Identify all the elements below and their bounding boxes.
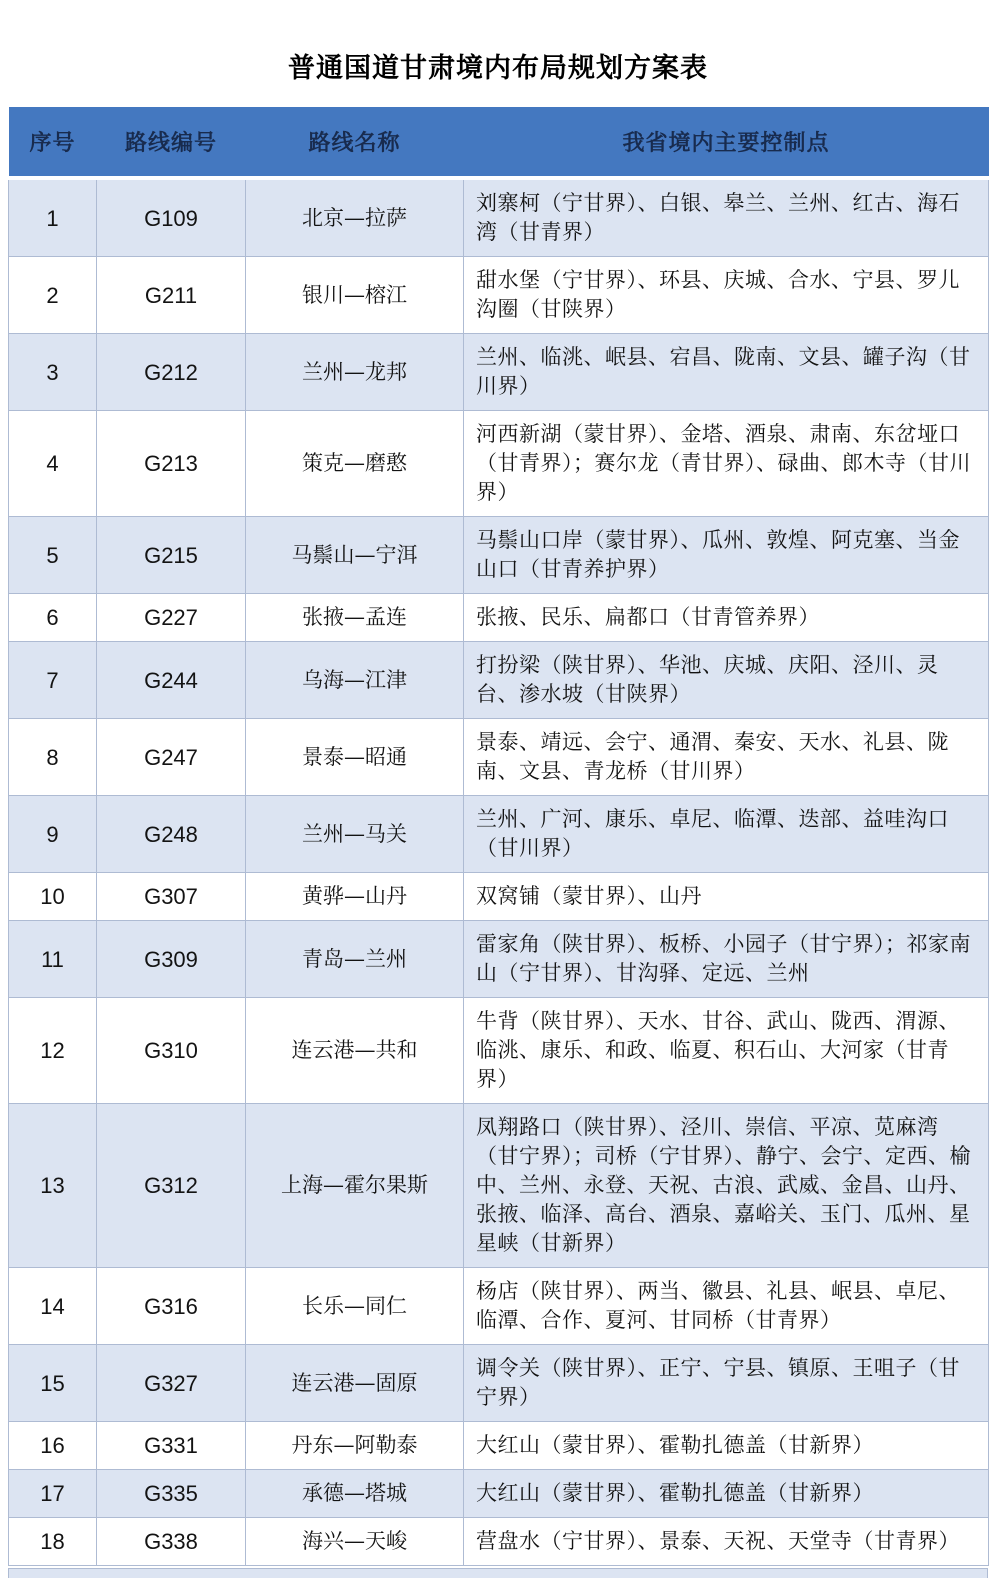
- table-row: [9, 1518, 989, 1566]
- route-code-cell: G248: [97, 796, 246, 873]
- row-number-cell: 8: [9, 719, 97, 796]
- control-points-cell: 调令关（陕甘界）、正宁、宁县、镇原、王咀子（甘宁界）: [464, 1345, 989, 1422]
- row-number-cell: 6: [9, 594, 97, 642]
- route-name-cell: 马鬃山—宁洱: [246, 517, 464, 594]
- page-title: 普通国道甘肃境内布局规划方案表: [288, 53, 708, 83]
- table-row: [9, 642, 989, 719]
- table-row: [9, 796, 989, 873]
- table-row: [9, 719, 989, 796]
- next-row-cutoff: [8, 1568, 988, 1578]
- header-route-code: 路线编号: [97, 107, 246, 178]
- header-control-points: 我省境内主要控制点: [464, 107, 989, 178]
- control-points-cell: 兰州、临洮、岷县、宕昌、陇南、文县、罐子沟（甘川界）: [464, 334, 989, 411]
- control-points-cell: 营盘水（宁甘界）、景泰、天祝、天堂寺（甘青界）: [464, 1518, 989, 1566]
- control-points-cell: 大红山（蒙甘界）、霍勒扎德盖（甘新界）: [464, 1470, 989, 1518]
- row-number-cell: 15: [9, 1345, 97, 1422]
- route-code-cell: G307: [97, 873, 246, 921]
- route-code-cell: G213: [97, 411, 246, 517]
- route-code-cell: G309: [97, 921, 246, 998]
- route-name-cell: 景泰—昭通: [246, 719, 464, 796]
- route-name-cell: 连云港—共和: [246, 998, 464, 1104]
- route-name-cell: 海兴—天峻: [246, 1518, 464, 1566]
- control-points-cell: 河西新湖（蒙甘界）、金塔、酒泉、肃南、东岔垭口（甘青界）；赛尔龙（青甘界）、碌曲、郎木寺（甘川界）: [464, 411, 989, 517]
- header-seq-number: 序号: [9, 107, 97, 178]
- control-points-cell: 双窝铺（蒙甘界）、山丹: [464, 873, 989, 921]
- table-row: [9, 998, 989, 1104]
- route-code-cell: G327: [97, 1345, 246, 1422]
- table-row: [9, 594, 989, 642]
- control-points-cell: 雷家角（陕甘界）、板桥、小园子（甘宁界）；祁家南山（宁甘界）、甘沟驿、定远、兰州: [464, 921, 989, 998]
- table-row: [9, 334, 989, 411]
- table-row: [9, 257, 989, 334]
- route-code-cell: G215: [97, 517, 246, 594]
- table-row: [9, 1345, 989, 1422]
- route-code-cell: G331: [97, 1422, 246, 1470]
- route-name-cell: 策克—磨憨: [246, 411, 464, 517]
- route-code-cell: G244: [97, 642, 246, 719]
- table-header: [9, 107, 989, 178]
- row-number-cell: 3: [9, 334, 97, 411]
- table-body: [9, 178, 989, 1566]
- route-code-cell: G227: [97, 594, 246, 642]
- row-number-cell: 1: [9, 178, 97, 257]
- route-code-cell: G338: [97, 1518, 246, 1566]
- row-number-cell: 5: [9, 517, 97, 594]
- control-points-cell: 大红山（蒙甘界）、霍勒扎德盖（甘新界）: [464, 1422, 989, 1470]
- table-row: [9, 517, 989, 594]
- table-row: [9, 1104, 989, 1268]
- route-name-cell: 承德—塔城: [246, 1470, 464, 1518]
- route-name-cell: 青岛—兰州: [246, 921, 464, 998]
- route-name-cell: 黄骅—山丹: [246, 873, 464, 921]
- control-points-cell: 牛背（陕甘界）、天水、甘谷、武山、陇西、渭源、临洮、康乐、和政、临夏、积石山、大河家（甘青界）: [464, 998, 989, 1104]
- route-name-cell: 张掖—孟连: [246, 594, 464, 642]
- control-points-cell: 刘寨柯（宁甘界）、白银、皋兰、兰州、红古、海石湾（甘青界）: [464, 178, 989, 257]
- control-points-cell: 景泰、靖远、会宁、通渭、秦安、天水、礼县、陇南、文县、青龙桥（甘川界）: [464, 719, 989, 796]
- route-name-cell: 丹东—阿勒泰: [246, 1422, 464, 1470]
- control-points-cell: 马鬃山口岸（蒙甘界）、瓜州、敦煌、阿克塞、当金山口（甘青养护界）: [464, 517, 989, 594]
- route-code-cell: G312: [97, 1104, 246, 1268]
- route-name-cell: 兰州—马关: [246, 796, 464, 873]
- control-points-cell: 甜水堡（宁甘界）、环县、庆城、合水、宁县、罗儿沟圈（甘陕界）: [464, 257, 989, 334]
- row-number-cell: 4: [9, 411, 97, 517]
- row-number-cell: 17: [9, 1470, 97, 1518]
- table-row: [9, 411, 989, 517]
- control-points-cell: 杨店（陕甘界）、两当、徽县、礼县、岷县、卓尼、临潭、合作、夏河、甘同桥（甘青界）: [464, 1268, 989, 1345]
- national-road-plan-table: [8, 107, 989, 1566]
- control-points-cell: 凤翔路口（陕甘界）、泾川、崇信、平凉、苋麻湾（甘宁界）；司桥（宁甘界）、静宁、会宁、定西、榆中、兰州、永登、天祝、古浪、武威、金昌、山丹、张掖、临泽、高台、酒泉、嘉峪关、玉门、瓜州、星星峡（甘新界）: [464, 1104, 989, 1268]
- route-code-cell: G310: [97, 998, 246, 1104]
- table-row: [9, 1422, 989, 1470]
- route-code-cell: G212: [97, 334, 246, 411]
- route-name-cell: 上海—霍尔果斯: [246, 1104, 464, 1268]
- route-name-cell: 兰州—龙邦: [246, 334, 464, 411]
- table-row: [9, 1268, 989, 1345]
- route-name-cell: 银川—榕江: [246, 257, 464, 334]
- control-points-cell: 打扮梁（陕甘界）、华池、庆城、庆阳、泾川、灵台、渗水坡（甘陕界）: [464, 642, 989, 719]
- route-code-cell: G211: [97, 257, 246, 334]
- route-name-cell: 乌海—江津: [246, 642, 464, 719]
- row-number-cell: 13: [9, 1104, 97, 1268]
- table-row: [9, 873, 989, 921]
- route-code-cell: G109: [97, 178, 246, 257]
- row-number-cell: 16: [9, 1422, 97, 1470]
- row-number-cell: 10: [9, 873, 97, 921]
- route-name-cell: 连云港—固原: [246, 1345, 464, 1422]
- table-row: [9, 178, 989, 257]
- row-number-cell: 9: [9, 796, 97, 873]
- table-row: [9, 921, 989, 998]
- table-header-row: [9, 107, 989, 178]
- route-name-cell: 长乐—同仁: [246, 1268, 464, 1345]
- row-number-cell: 14: [9, 1268, 97, 1345]
- control-points-cell: 张掖、民乐、扁都口（甘青管养界）: [464, 594, 989, 642]
- row-number-cell: 2: [9, 257, 97, 334]
- header-route-name: 路线名称: [246, 107, 464, 178]
- table-row: [9, 1470, 989, 1518]
- row-number-cell: 18: [9, 1518, 97, 1566]
- row-number-cell: 7: [9, 642, 97, 719]
- route-code-cell: G247: [97, 719, 246, 796]
- control-points-cell: 兰州、广河、康乐、卓尼、临潭、迭部、益哇沟口（甘川界）: [464, 796, 989, 873]
- route-code-cell: G335: [97, 1470, 246, 1518]
- row-number-cell: 12: [9, 998, 97, 1104]
- route-name-cell: 北京—拉萨: [246, 178, 464, 257]
- row-number-cell: 11: [9, 921, 97, 998]
- route-code-cell: G316: [97, 1268, 246, 1345]
